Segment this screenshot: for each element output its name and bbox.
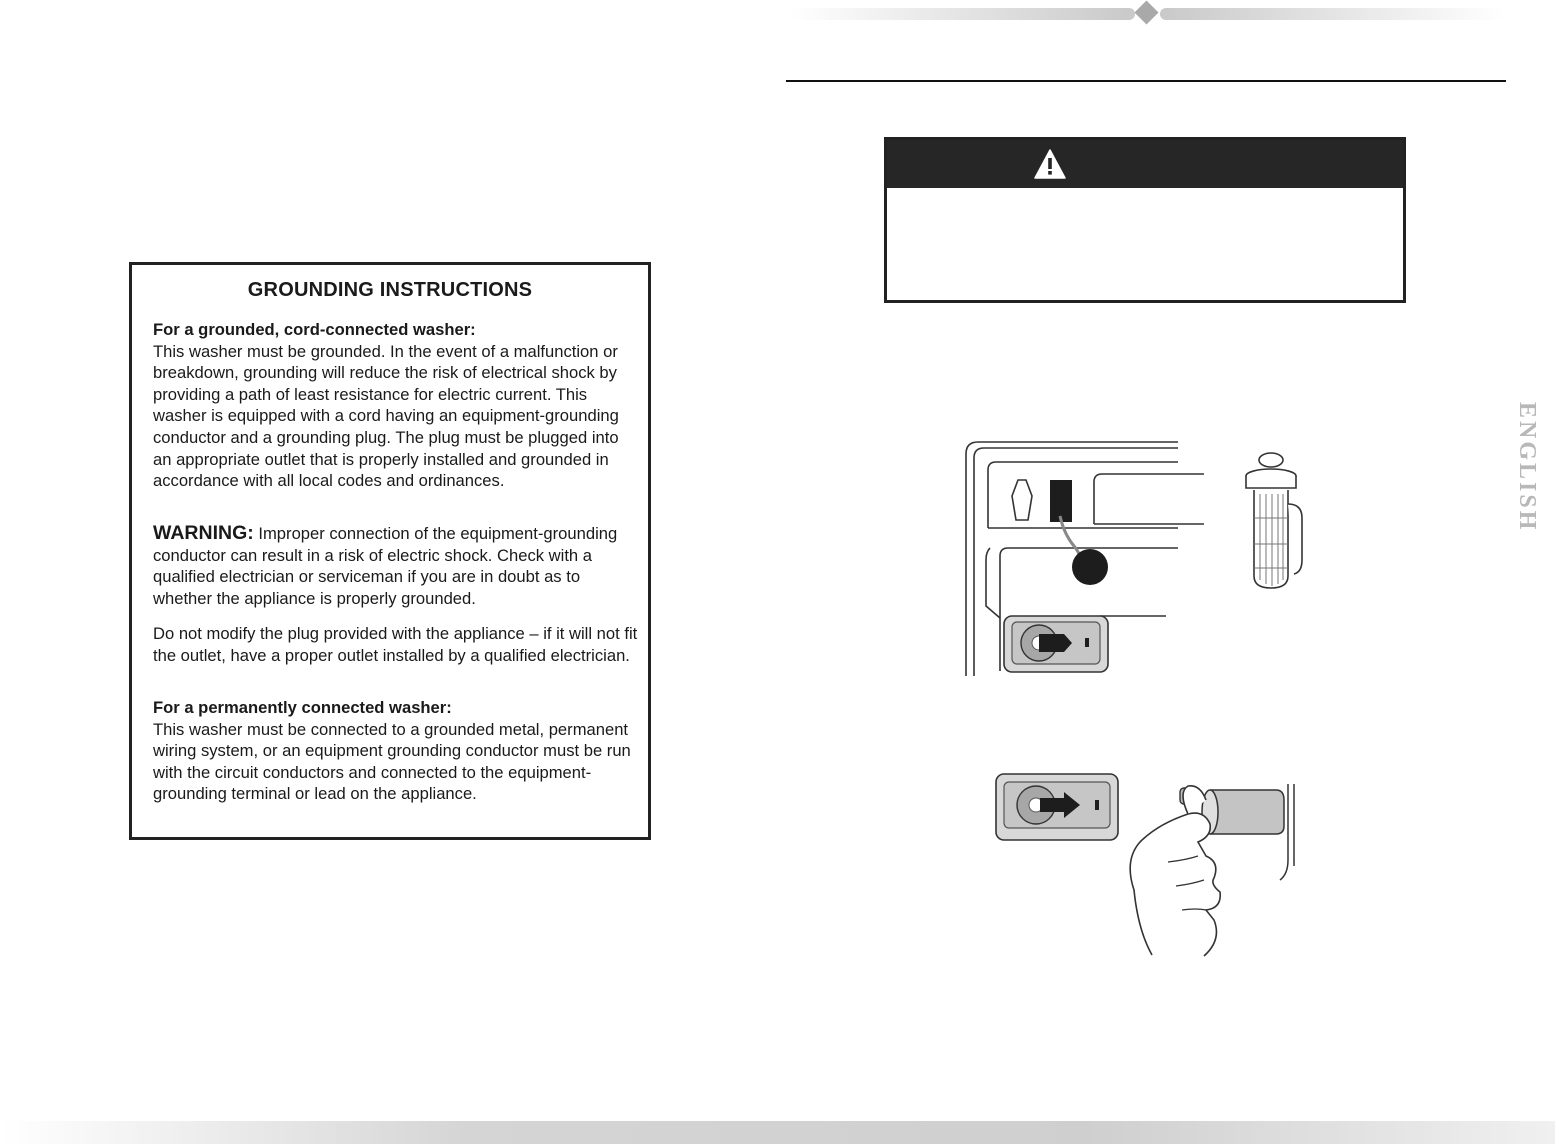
warning-text: Improper connection of the equipment-grounding conductor can result in a risk of electric shock. Check with a qualified electrician or serviceman if you are in doubt as to whether the appliance is properly grounded. [153,524,618,608]
cord-connected-heading: For a grounded, cord-connected washer: [153,320,476,339]
header-rule [786,80,1506,82]
header-diamond-icon [1134,0,1158,24]
washer-back-panel-illustration [960,436,1220,681]
grounding-title: GROUNDING INSTRUCTIONS [247,279,533,301]
warning-label: WARNING: [153,522,254,544]
warning-header [887,140,1403,188]
permanent-text: This washer must be connected to a grounded metal, permanent wiring system, or an equipment grounding conductor must be run with the circuit conductors and connected to the equipment-grounding terminal or lead on the appliance. [153,719,631,804]
plug-text: Do not modify the plug provided with the appliance – if it will not fit the outlet, have a proper outlet installed by a qualified electrician. [153,624,638,665]
warning-divider [890,188,1097,190]
grounding-instructions-box [129,262,651,840]
cord-connected-section [153,319,640,492]
language-tab: ENGLISH [1514,402,1540,533]
header-decor-right [1160,8,1505,20]
hose-clip-illustration [1240,448,1320,593]
warning-section [153,523,640,609]
header-decor-left [790,8,1135,20]
warning-box [884,137,1406,303]
cord-connected-text: This washer must be grounded. In the event of a malfunction or breakdown, grounding will reduce the risk of electrical shock by providing a path of least resistance for electric current. This washer is equipped with a cord having an equipment-grounding conductor and a grounding plug. The plug must be plugged into an appropriate outlet that is properly installed and grounded in accordance with all local codes and ordinances. [153,341,619,491]
hand-install-illustration [992,770,1312,960]
permanent-heading: For a permanently connected washer: [153,698,452,717]
permanent-section [153,697,640,805]
warning-triangle-icon [1033,148,1067,180]
plug-section [153,623,640,666]
footer-decor [0,1121,1555,1144]
